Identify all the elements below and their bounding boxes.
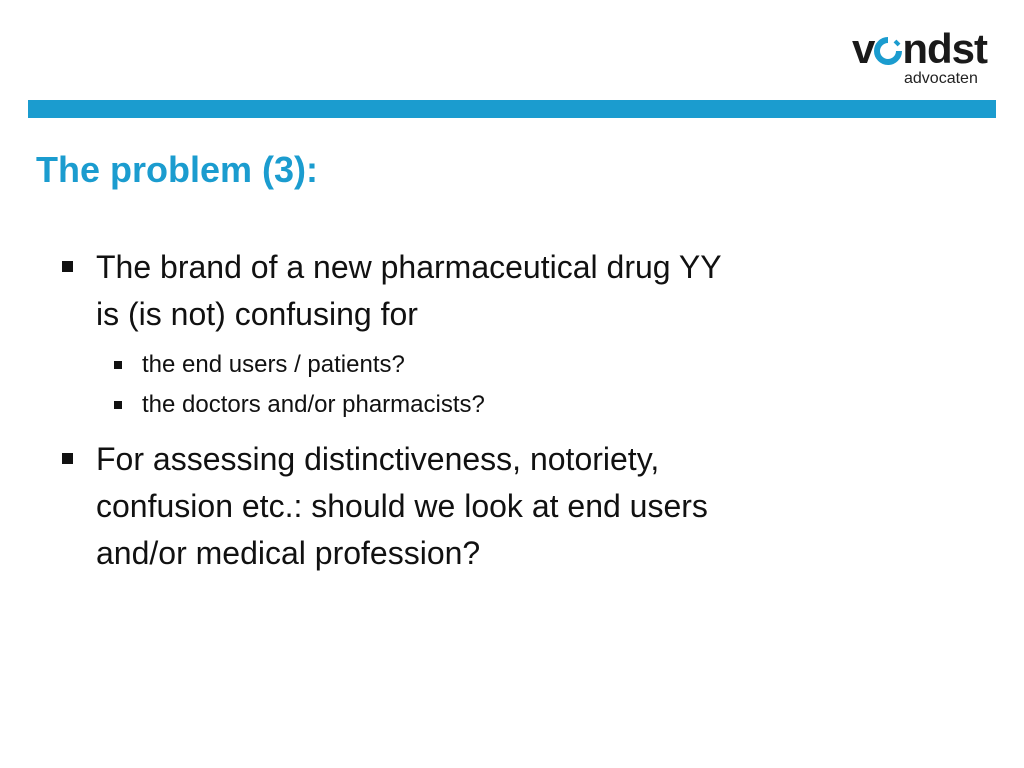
slide-title: The problem (3): <box>36 149 319 190</box>
logo-o-mark-icon <box>874 30 902 58</box>
sub-bullet-item <box>56 348 956 382</box>
logo-letter-v: v <box>852 25 875 72</box>
slide-content <box>56 244 956 577</box>
header-bar <box>28 100 996 118</box>
bullet-line: For assessing distinctiveness, notoriety, <box>96 441 660 477</box>
bullet-square-icon <box>62 261 73 272</box>
sub-bullet-item <box>56 388 956 422</box>
logo-letters-ndst: ndst <box>902 25 988 72</box>
bullet-square-icon <box>62 453 73 464</box>
bullet-line: The brand of a new pharmaceutical drug YY <box>96 249 722 285</box>
bullet-line: and/or medical profession? <box>96 535 481 571</box>
sub-bullet-text: the end users / patients? <box>142 351 405 378</box>
bullet-line: confusion etc.: should we look at end users <box>96 488 708 524</box>
sub-bullet-square-icon <box>114 401 122 409</box>
logo-subtitle: advocaten <box>904 70 978 87</box>
sub-bullet-square-icon <box>114 361 122 369</box>
bullet-item <box>56 244 956 338</box>
sub-bullet-text: the doctors and/or pharmacists? <box>142 391 485 418</box>
bullet-item <box>56 436 956 577</box>
bullet-line: is (is not) confusing for <box>96 296 418 332</box>
vondst-logo <box>852 25 1002 90</box>
logo-wordmark <box>852 25 988 72</box>
